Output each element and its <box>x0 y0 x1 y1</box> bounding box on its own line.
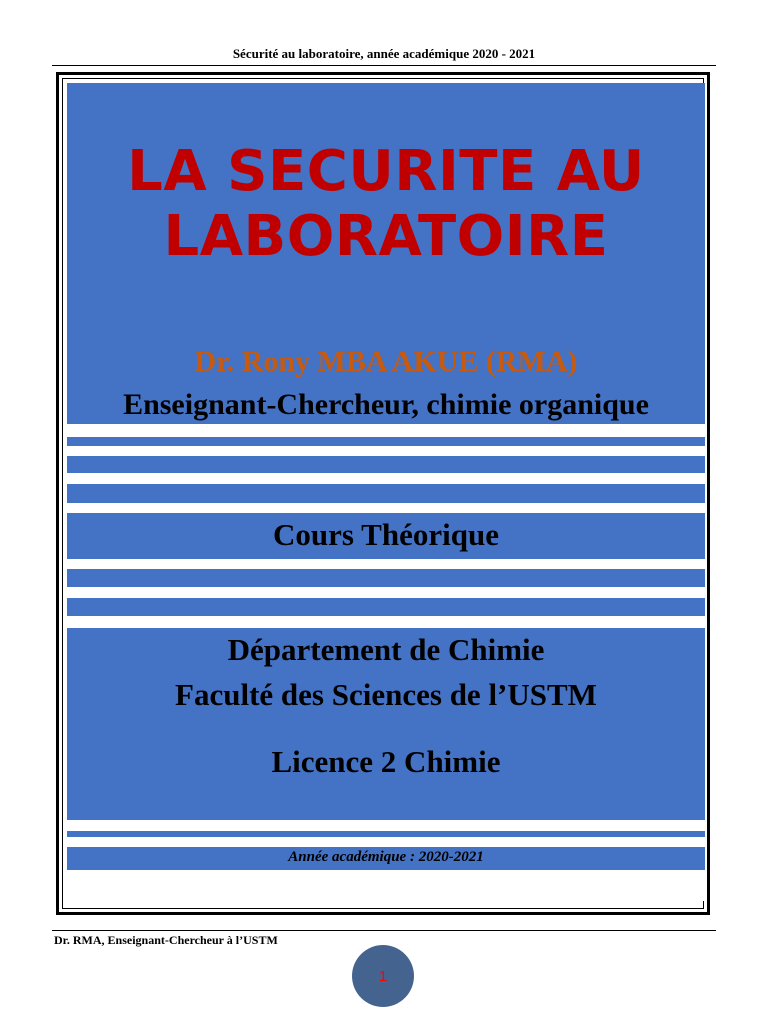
cover-stripe <box>67 484 705 503</box>
cover-stripe <box>67 437 705 446</box>
footer-rule <box>52 930 716 931</box>
page-number-badge: 1 <box>352 945 414 1007</box>
department: Département de Chimie <box>227 632 545 667</box>
author-name: Dr. Rony MBA AKUE (RMA) <box>194 345 578 378</box>
running-footer: Dr. RMA, Enseignant-Chercheur à l’USTM <box>54 933 278 947</box>
cover-stripe <box>67 569 705 587</box>
cover-stripe <box>67 456 705 473</box>
header-rule <box>52 65 716 66</box>
study-level: Licence 2 Chimie <box>271 744 501 779</box>
cover-title: LA SECURITE AU LABORATOIRE <box>127 139 645 269</box>
cover-stripe <box>67 598 705 616</box>
course-type: Cours Théorique <box>273 517 499 552</box>
academic-year: Année académique : 2020-2021 <box>288 849 484 865</box>
running-header: Sécurité au laboratoire, année académique 2020 - 2021 <box>232 46 536 61</box>
cover-panel <box>67 83 705 901</box>
faculty: Faculté des Sciences de l’USTM <box>175 677 597 712</box>
author-role: Enseignant-Chercheur, chimie organique <box>123 388 649 421</box>
cover-stripe <box>67 831 705 837</box>
